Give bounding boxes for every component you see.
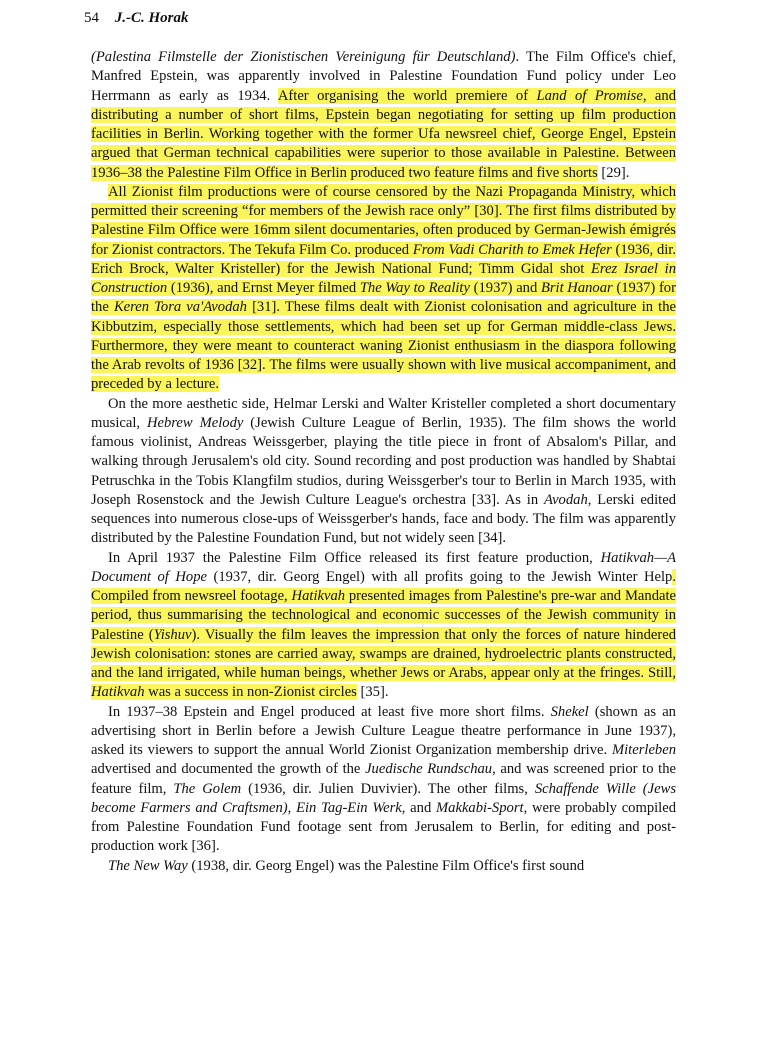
paragraph-text [544,492,588,508]
paragraph [91,183,676,395]
highlighted-text [413,242,612,258]
paragraph-text: , and was screened prior to the feature film, [91,761,676,797]
paragraph [91,48,676,183]
running-head: J.-C. Horak [114,10,189,26]
highlighted-text [292,588,346,604]
paragraph-text: (1938, dir. Georg Engel) was the Palestine Film Office's first sound [187,857,585,874]
paragraph-text: On the more aesthetic side, Helmar Lerski and Walter Kristeller completed a short documentary musical, [91,395,676,431]
paragraph-text [108,858,188,874]
paragraph-text: . The Film Office's chief, Manfred Epstein, was apparently involved in Palestine Foundation Fund policy under Leo Herrmann as early as 1934. [91,49,676,104]
paragraph [91,703,676,857]
paragraph-text: In April 1937 the Palestine Film Office released its first feature production, [108,549,601,566]
italic-title: Juedische Rundschau [365,761,493,778]
paragraph-text: In 1937–38 Epstein and Engel produced at least five more short films. [108,703,551,720]
italic-title: From Vadi Charith to Emek Hefer [412,241,612,258]
highlighted-text [360,280,470,296]
paragraph-text [551,704,589,720]
highlighted-text: . Compiled from newsreel footage, [91,568,676,604]
paragraph-text [173,781,241,797]
italic-title: Hatikvah—A Document of Hope [91,549,676,585]
italic-title: Erez Israel in Construction [91,260,677,296]
highlighted-text: (1936), and Ernst Meyer filmed [167,280,360,296]
paragraph-text: , Lerski edited sequences into numerous close-ups of Weissgerber's hands, face and body. The film was apparently distributed by the Palestine Foundation Fund, but not widely seen [34]. [91,491,676,547]
paragraph-text: (shown as an advertising short in Berlin before a Jewish Culture League theatre performance in June 1937), asked its viewers to support the annual World Zionist Organization membership drive. [91,703,676,758]
italic-title: The Way to Reality [359,280,470,296]
highlighted-text: [31]. These films dealt with Zionist colonisation and agriculture in the Kibbutzim, especially those settlements, which had been set up for German middle-class Jews. Furthermore, they were meant to counteract waning Zionist enthusiasm in the diaspora following the Arab revolts of 1936 [32]. The films were usually shown with live musical accompaniment, and preceded by a lecture. [91,299,676,393]
italic-title: Yishuv [153,626,192,643]
highlighted-text [154,627,192,643]
italic-title: (Palestina Filmstelle der Zionistischen Vereinigung für Deutschland) [91,49,516,65]
italic-title: The Golem [173,780,242,797]
paragraph-text: advertised and documented the growth of the [91,761,366,778]
paragraph-text: (1937, dir. Georg Engel) with all profits going to the Jewish Winter Help [206,568,673,585]
paragraph-text [436,800,524,816]
italic-title: Schaffende Wille (Jews become Farmers and Craftsmen) [91,780,676,816]
highlighted-text: , and distributing a number of short films, Epstein began negotiating for setting up film production facilities in Berlin. Working together with the former Ufa newsreel chief, George Engel, Epstein argued that German technical capabilities were superior to those available in Palestine. Between 1936–38 the Palestine Film Office in Berlin produced two feature films and five shorts [91,87,676,181]
italic-title: Hatikvah [91,684,145,701]
highlighted-text: was a success in non-Zionist circles [144,684,357,701]
paragraph-text: [35]. [356,684,389,701]
italic-title: Brit Hanoar [540,280,613,296]
highlighted-text: After organising the world premiere of [277,87,537,104]
article-body [91,48,676,876]
italic-title: Shekel [550,703,589,720]
italic-title: Makkabi-Sport [436,799,524,816]
paragraph-text [296,800,402,816]
paragraph-text [91,49,515,65]
page-number: 54 [84,10,99,26]
italic-title: Miterleben [611,742,676,758]
paragraph-text: [29]. [597,164,630,181]
paragraph-text: (Jewish Culture League of Berlin, 1935). The film shows the world famous violinist, Andreas Weissgerber, playing the title piece in front of Absalom's Pillar, and walking through Jerusalem's old city. Sound recording and post production was handled by Shabtai Petruschka in the Tobis Klangfilm studios, during Weissgerber's tour to Berlin in March 1935, with Joseph Rosenstock and the Jewish Culture League's orchestra [33]. As in [91,414,676,508]
italic-title: Hatikvah [291,588,346,604]
paragraph-text: , and [401,799,437,816]
highlighted-text [541,280,613,296]
italic-title: Keren Tora va'Avodah [113,299,247,316]
paragraph-text [612,742,676,758]
highlighted-text: All Zionist film productions were of course censored by the Nazi Propaganda Ministry, which permitted their screening “for members of the Jewish race only” [30]. The first films distributed by Palestine Film Office were 16mm silent documentaries, often produced by German-Jewish émigrés for Zionist contractors. The Tekufa Film Co. produced [91,183,676,258]
highlighted-text: presented images from Palestine's pre-war and Mandate period, thus summarising the technological and economic successes of the Jewish community in Palestine ( [91,588,676,643]
highlighted-text [114,299,247,315]
page-header [84,10,189,27]
highlighted-text: (1936, dir. Erich Brock, Walter Kristeller) for the Jewish National Fund; Timm Gidal shot [91,241,676,277]
italic-title: Ein Tag-Ein Werk [296,799,402,816]
italic-title: The New Way [108,857,188,874]
italic-title: Hebrew Melody [146,414,244,431]
highlighted-text: (1937) for the [91,280,676,316]
paragraph-text [365,761,492,777]
highlighted-text: ). Visually the film leaves the impression that only the forces of nature hindered Jewish colonisation: stones are carried away, swamps are drained, hydroelectric plants constructed, and the land irrigated, while human beings, whether Jews or Arabs, appear only at the fringes. Still, [91,626,676,681]
highlighted-text: (1937) and [469,280,541,296]
paragraph-text [147,415,243,431]
paragraph-text: , [287,799,297,816]
paragraph-text: , were probably compiled from Palestine Foundation Fund footage sent from Jerusalem to Berlin, for editing and post-production work [36]. [91,799,676,855]
highlighted-text [91,684,145,700]
italic-title: Land of Promise [536,87,643,104]
highlighted-text [537,88,643,104]
italic-title: Avodah [543,491,588,508]
paragraph [91,549,676,703]
paragraph [91,857,676,876]
paragraph [91,395,676,549]
paragraph-text: (1936, dir. Julien Duvivier). The other films, [241,780,535,797]
